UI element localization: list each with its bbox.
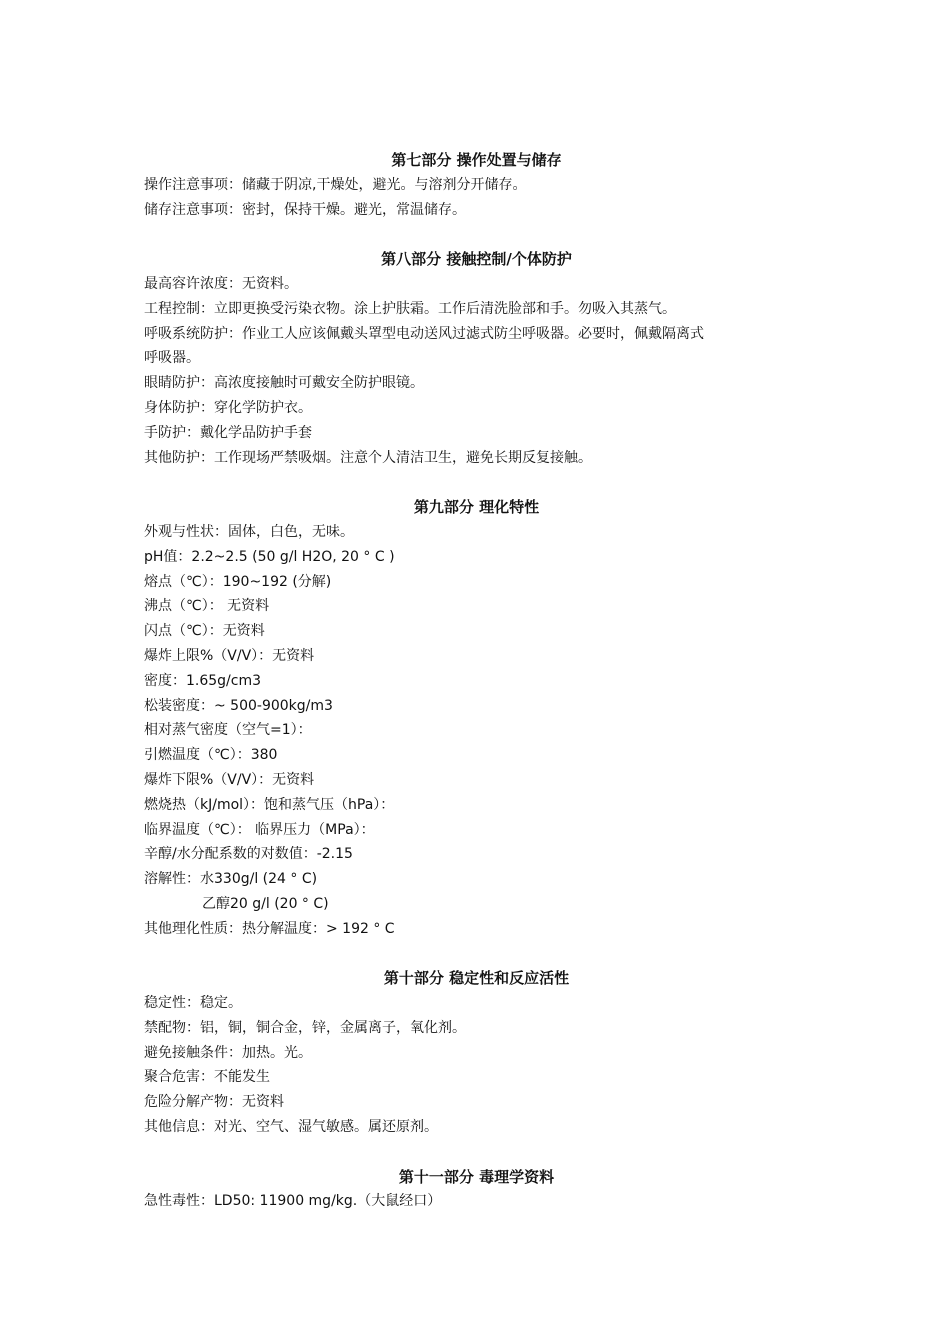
text-line: 其他信息：对光、空气、湿气敏感。属还原剂。 bbox=[144, 1119, 438, 1136]
section-heading: 第七部分 操作处置与储存 bbox=[391, 151, 562, 169]
text-line: 急性毒性：LD50: 11900 mg/kg.（大鼠经口） bbox=[144, 1193, 442, 1210]
text-line: 身体防护：穿化学防护衣。 bbox=[144, 399, 312, 416]
text-line: 手防护：戴化学品防护手套 bbox=[144, 424, 312, 441]
text-line: 外观与性状：固体，白色，无味。 bbox=[144, 523, 354, 540]
text-line: 呼吸系统防护：作业工人应该佩戴头罩型电动送风过滤式防尘呼吸器。必要时，佩戴隔离式 bbox=[144, 325, 704, 342]
text-line: 稳定性：稳定。 bbox=[144, 995, 242, 1012]
text-line-indented: 乙醇20 g/l (20 ° C) bbox=[202, 895, 329, 912]
text-line: 相对蒸气密度（空气=1）： bbox=[144, 722, 312, 739]
text-line: 呼吸器。 bbox=[144, 350, 200, 367]
document-body bbox=[144, 148, 809, 1214]
text-line: 辛醇/水分配系数的对数值：-2.15 bbox=[144, 846, 353, 863]
section-7-handling-storage bbox=[144, 148, 809, 222]
text-line: 爆炸下限%（V/V）：无资料 bbox=[144, 771, 315, 788]
text-line: 禁配物：铝，铜，铜合金，锌，金属离子，氧化剂。 bbox=[144, 1019, 466, 1036]
text-line: 聚合危害：不能发生 bbox=[144, 1069, 270, 1086]
text-line: 危险分解产物：无资料 bbox=[144, 1094, 284, 1111]
section-10-stability-reactivity bbox=[144, 966, 809, 1140]
text-line: 溶解性：水330g/l (24 ° C) bbox=[144, 871, 318, 888]
text-line: 储存注意事项：密封，保持干燥。避光，常温储存。 bbox=[144, 201, 466, 218]
section-9-physical-chemical bbox=[144, 495, 809, 941]
section-11-toxicology bbox=[144, 1165, 809, 1215]
text-line: 密度：1.65g/cm3 bbox=[144, 672, 262, 689]
text-line: 临界温度（℃）： 临界压力（MPa）： bbox=[144, 821, 375, 838]
text-line: 操作注意事项：储藏于阴凉,干燥处，避光。与溶剂分开储存。 bbox=[144, 176, 527, 193]
section-8-exposure-control bbox=[144, 247, 809, 470]
text-line: pH值：2.2~2.5 (50 g/l H2O, 20 ° C ) bbox=[144, 548, 395, 565]
text-line: 沸点（℃）： 无资料 bbox=[144, 598, 270, 615]
section-heading: 第十一部分 毒理学资料 bbox=[398, 1167, 555, 1186]
text-line: 最高容许浓度：无资料。 bbox=[144, 275, 298, 292]
text-line: 眼睛防护：高浓度接触时可戴安全防护眼镜。 bbox=[144, 375, 424, 392]
text-line: 燃烧热（kJ/mol）：饱和蒸气压（hPa）： bbox=[144, 796, 395, 813]
text-line: 熔点（℃）：190~192 (分解) bbox=[144, 573, 332, 590]
section-heading: 第十部分 稳定性和反应活性 bbox=[383, 969, 570, 988]
section-heading: 第八部分 接触控制/个体防护 bbox=[381, 250, 572, 269]
text-line: 松装密度：~ 500-900kg/m3 bbox=[144, 697, 333, 714]
text-line: 避免接触条件：加热。光。 bbox=[144, 1044, 312, 1061]
text-line: 工程控制：立即更换受污染衣物。涂上护肤霜。工作后清洗脸部和手。勿吸入其蒸气。 bbox=[144, 300, 676, 317]
text-line: 其他防护：工作现场严禁吸烟。注意个人清洁卫生，避免长期反复接触。 bbox=[144, 449, 592, 466]
text-line: 闪点（℃）：无资料 bbox=[144, 623, 265, 640]
text-line: 其他理化性质：热分解温度：> 192 ° C bbox=[144, 920, 395, 937]
text-line: 爆炸上限%（V/V）：无资料 bbox=[144, 647, 315, 664]
section-heading: 第九部分 理化特性 bbox=[413, 498, 540, 517]
text-line: 引燃温度（℃）：380 bbox=[144, 747, 278, 764]
